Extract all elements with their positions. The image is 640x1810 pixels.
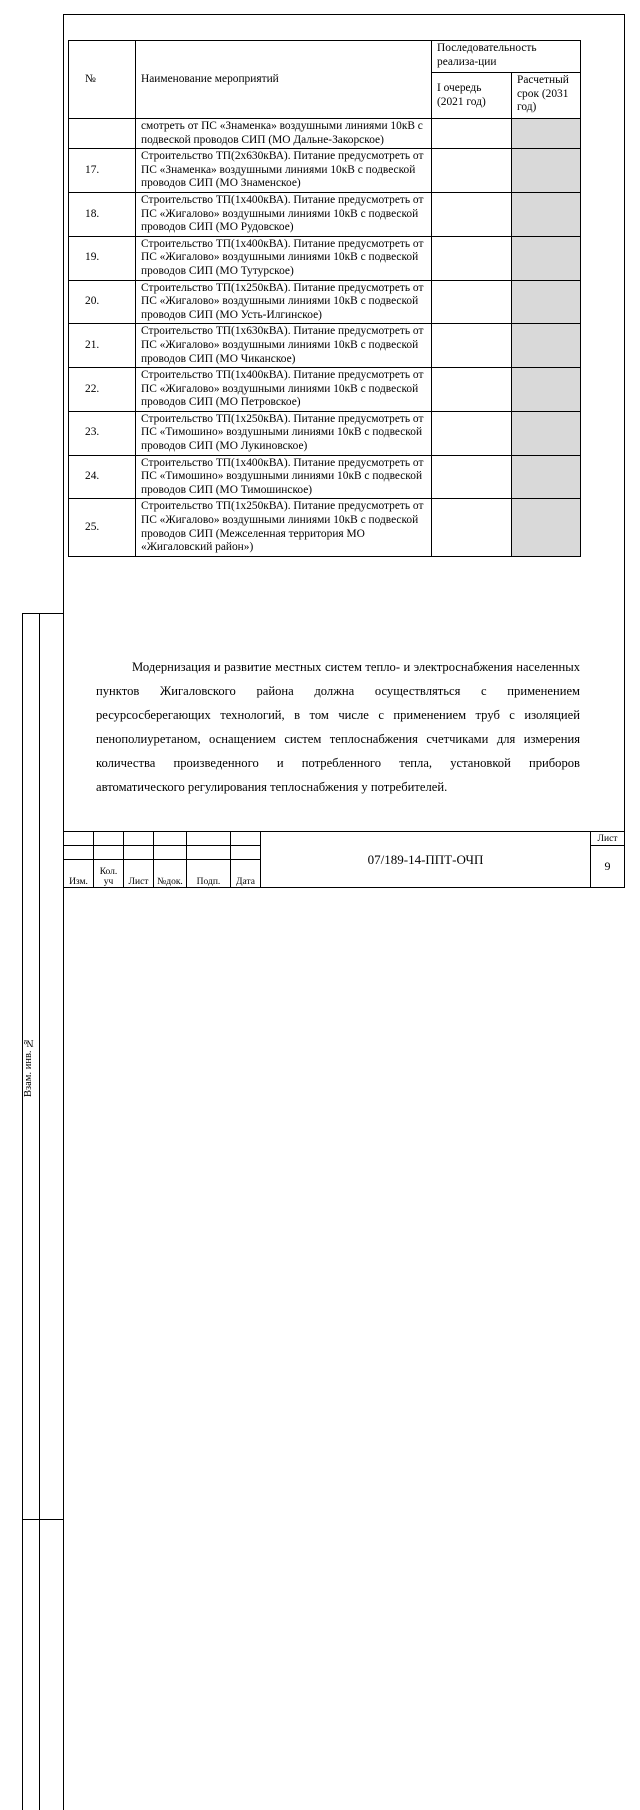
side-field-vzam (40, 614, 64, 1520)
header-num: № (69, 41, 136, 119)
row-stage2 (512, 192, 581, 236)
table-row (69, 149, 581, 193)
measures-table (68, 40, 581, 557)
stamp-list: Лист (124, 860, 154, 888)
row-stage1 (432, 192, 512, 236)
row-num: 19. (69, 236, 136, 280)
header-stage1: I очередь (2021 год) (432, 73, 512, 119)
row-text: Строительство ТП(1х250кВА). Питание предусмотреть от ПС «Тимошино» воздушными линиями 10кВ с подвеской проводов СИП (МО Лукиновское) (136, 411, 432, 455)
table-row (69, 280, 581, 324)
body-paragraph (96, 655, 580, 799)
stamp-koluch: Кол. уч (94, 860, 124, 888)
table-row (69, 499, 581, 556)
stamp-ndok: №док. (154, 860, 187, 888)
row-stage2 (512, 455, 581, 499)
paragraph-text: Модернизация и развитие местных систем тепло- и электроснабжения населенных пунктов Жигаловского района должна осуществляться с применением ресурсосберегающих технологий, в том числе с применением труб с изоляцией пенополиуретаном, оснащением систем теплоснабжения счетчиками для измерения количества произведенного и потребленного тепла, установкой приборов автоматического регулирования теплоснабжения у потребителей. (96, 655, 580, 799)
row-stage1 (432, 499, 512, 556)
sheet-label: Лист (591, 832, 625, 846)
row-stage2 (512, 499, 581, 556)
title-block (63, 831, 625, 888)
row-text: Строительство ТП(1х400кВА). Питание предусмотреть от ПС «Жигалово» воздушными линиями 10кВ с подвеской проводов СИП (МО Рудовское) (136, 192, 432, 236)
table-row (69, 324, 581, 368)
row-num: 18. (69, 192, 136, 236)
side-stamp (22, 613, 63, 1810)
row-text: Строительство ТП(1х400кВА). Питание предусмотреть от ПС «Тимошино» воздушными линиями 10кВ с подвеской проводов СИП (МО Тимошинское) (136, 455, 432, 499)
table-row (69, 411, 581, 455)
row-num: 25. (69, 499, 136, 556)
row-stage1 (432, 280, 512, 324)
row-stage1 (432, 368, 512, 412)
row-num: 21. (69, 324, 136, 368)
header-name: Наименование мероприятий (136, 41, 432, 119)
table-row (69, 368, 581, 412)
row-num: 23. (69, 411, 136, 455)
table-row (69, 192, 581, 236)
row-stage2 (512, 280, 581, 324)
row-text: Строительство ТП(1х400кВА). Питание предусмотреть от ПС «Жигалово» воздушными линиями 10кВ с подвеской проводов СИП (МО Тутурское) (136, 236, 432, 280)
row-stage2 (512, 236, 581, 280)
row-text: Строительство ТП(1х630кВА). Питание предусмотреть от ПС «Жигалово» воздушными линиями 10кВ с подвеской проводов СИП (МО Чиканское) (136, 324, 432, 368)
row-num (69, 119, 136, 149)
row-stage1 (432, 149, 512, 193)
side-label-vzam: Взам. инв. № (23, 614, 40, 1520)
row-stage2 (512, 149, 581, 193)
side-label-podp (23, 1520, 40, 1810)
row-stage1 (432, 119, 512, 149)
row-stage1 (432, 236, 512, 280)
stamp-data: Дата (231, 860, 261, 888)
stamp-podp: Подп. (187, 860, 231, 888)
row-stage2 (512, 411, 581, 455)
header-sequence: Последовательность реализа-ции (432, 41, 581, 73)
row-text: Строительство ТП(1х250кВА). Питание предусмотреть от ПС «Жигалово» воздушными линиями 10кВ с подвеской проводов СИП (МО Усть-Илгинское) (136, 280, 432, 324)
side-field-podp (40, 1520, 64, 1810)
row-text: Строительство ТП(2х630кВА). Питание предусмотреть от ПС «Знаменка» воздушными линиями 10кВ с подвеской проводов СИП (МО Знаменское) (136, 149, 432, 193)
stamp-izm: Изм. (64, 860, 94, 888)
document-code: 07/189-14-ППТ-ОЧП (261, 832, 591, 888)
row-stage1 (432, 324, 512, 368)
row-stage2 (512, 368, 581, 412)
row-text: Строительство ТП(1х400кВА). Питание предусмотреть от ПС «Жигалово» воздушными линиями 10кВ с подвеской проводов СИП (МО Петровское) (136, 368, 432, 412)
row-num: 17. (69, 149, 136, 193)
table-row (69, 119, 581, 149)
table-row (69, 455, 581, 499)
row-stage2 (512, 324, 581, 368)
sheet-number: 9 (591, 846, 625, 888)
table-row (69, 236, 581, 280)
row-stage1 (432, 455, 512, 499)
row-stage2 (512, 119, 581, 149)
row-stage1 (432, 411, 512, 455)
row-num: 20. (69, 280, 136, 324)
row-num: 24. (69, 455, 136, 499)
row-num: 22. (69, 368, 136, 412)
row-text: Строительство ТП(1х250кВА). Питание предусмотреть от ПС «Жигалово» воздушными линиями 10кВ с подвеской проводов СИП (Межселенная территория МО «Жигаловский район») (136, 499, 432, 556)
row-text: смотреть от ПС «Знаменка» воздушными линиями 10кВ с подвеской проводов СИП (МО Дальне-Закорское) (136, 119, 432, 149)
header-stage2: Расчетный срок (2031 год) (512, 73, 581, 119)
